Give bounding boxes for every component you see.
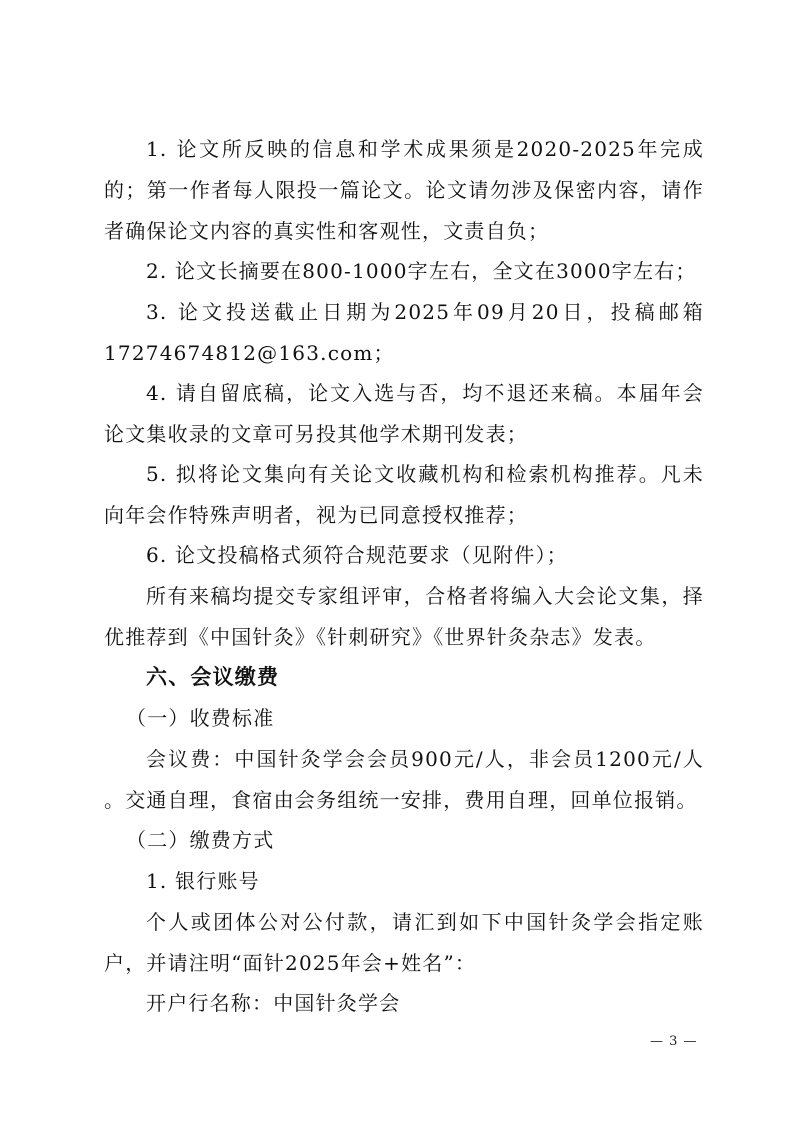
paragraph-item-6: 6. 论文投稿格式须符合规范要求（见附件）； [146,543,568,567]
page-number: — 3 — [650,1034,698,1049]
subheading-payment-method: （二）缴费方式 [126,828,275,852]
paragraph-item-2: 2. 论文长摘要在800-1000字左右，全文在3000字左右； [146,259,697,283]
paragraph-item-1: 1. 论文所反映的信息和学术成果须是2020-2025年完成的；第一作者每人限投一篇论文。论文请勿涉及保密内容，请作者确保论文内容的真实性和客观性，文责自负； [104,137,704,243]
paragraph-item-4: 4. 请自留底稿，论文入选与否，均不退还来稿。本届年会论文集收录的文章可另投其他学术期刊发表； [104,381,704,446]
subheading-fee-standard: （一）收费标准 [126,706,275,730]
section-heading-fees: 六、会议缴费 [146,665,280,689]
paragraph-item-3: 3. 论文投送截止日期为2025年09月20日，投稿邮箱17274674812@163.com； [104,300,704,365]
paragraph-review: 所有来稿均提交专家组评审，合格者将编入大会论文集，择优推荐到《中国针灸》《针刺研究》《世界针灸杂志》发表。 [104,584,704,649]
paragraph-bank-text: 个人或团体公对公付款，请汇到如下中国针灸学会指定账户，并请注明“面针2025年会+姓名”： [104,910,704,975]
account-name-line: 开户行名称：中国针灸学会 [146,991,401,1015]
paragraph-item-5: 5. 拟将论文集向有关论文收藏机构和检索机构推荐。凡未向年会作特殊声明者，视为已同意授权推荐； [104,462,704,527]
bank-account-heading: 1. 银行账号 [146,869,260,893]
paragraph-fee-text: 会议费：中国针灸学会会员900元/人，非会员1200元/人 。交通自理，食宿由会务组统一安排，费用自理，回单位报销。 [104,747,704,812]
